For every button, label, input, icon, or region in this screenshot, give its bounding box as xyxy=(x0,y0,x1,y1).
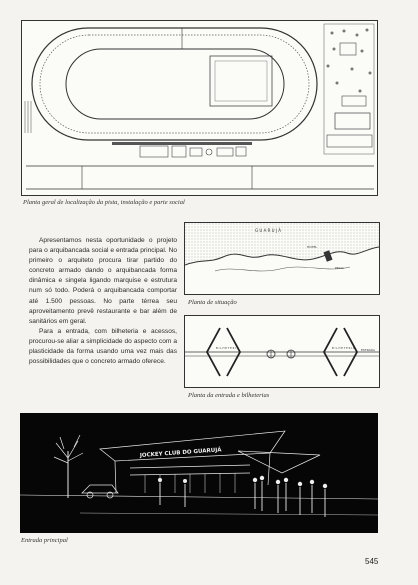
situation-map xyxy=(184,222,380,295)
entrance-plan xyxy=(184,315,380,388)
entrance-plan-drawing xyxy=(185,316,379,387)
paragraph-2: Para a entrada, com bilheteria e acessos, procurou-se aliar a simplicidade do aspecto com a plasticidade da forma usando uma vez mais das possibilidades que o concreto armado oferece. xyxy=(29,327,177,366)
page-number: 545 xyxy=(365,557,379,566)
entrance-rendering-drawing xyxy=(20,413,378,533)
map-label-1: HOTEL xyxy=(307,245,318,249)
entrance-label-street: ESTRADA xyxy=(361,348,375,352)
site-plan-caption: Planta geral de localização da pista, instalação e parte social xyxy=(23,199,185,206)
entrance-label-right: B I L H E T E R I A xyxy=(332,347,355,350)
situation-map-drawing xyxy=(185,223,379,294)
site-plan-drawing xyxy=(22,21,377,195)
site-plan xyxy=(21,20,378,196)
map-label-guaruja: G U A R U J Á xyxy=(255,228,282,233)
paragraph-1: Apresentamos nesta oportunidade o projeto para o arquibancada social e entrada principal. No primeiro o arquiteto procura tirar partido do concreto armado dando o arquibancada forma dinâmica e singela ligando marquise e estrutura num só todo. Poderá o arquibancada comportar até 1.500 pessoas. No parte térrea seu aproveitamento prevê restaurante e bar além de sanitários em geral. xyxy=(29,237,177,325)
article-text xyxy=(29,236,177,367)
entrance-label-left: B I L H E T E R I A xyxy=(216,347,239,350)
situation-caption: Planta de situação xyxy=(188,299,237,306)
photo-caption: Entrada principal xyxy=(21,537,68,544)
entrance-sign: JOCKEY CLUB DO GUARUJÁ xyxy=(139,447,222,459)
entrance-caption: Planta da entrada e bilheterias xyxy=(188,392,270,399)
entrance-rendering xyxy=(20,413,378,533)
map-label-2: PRAIA xyxy=(335,266,344,270)
